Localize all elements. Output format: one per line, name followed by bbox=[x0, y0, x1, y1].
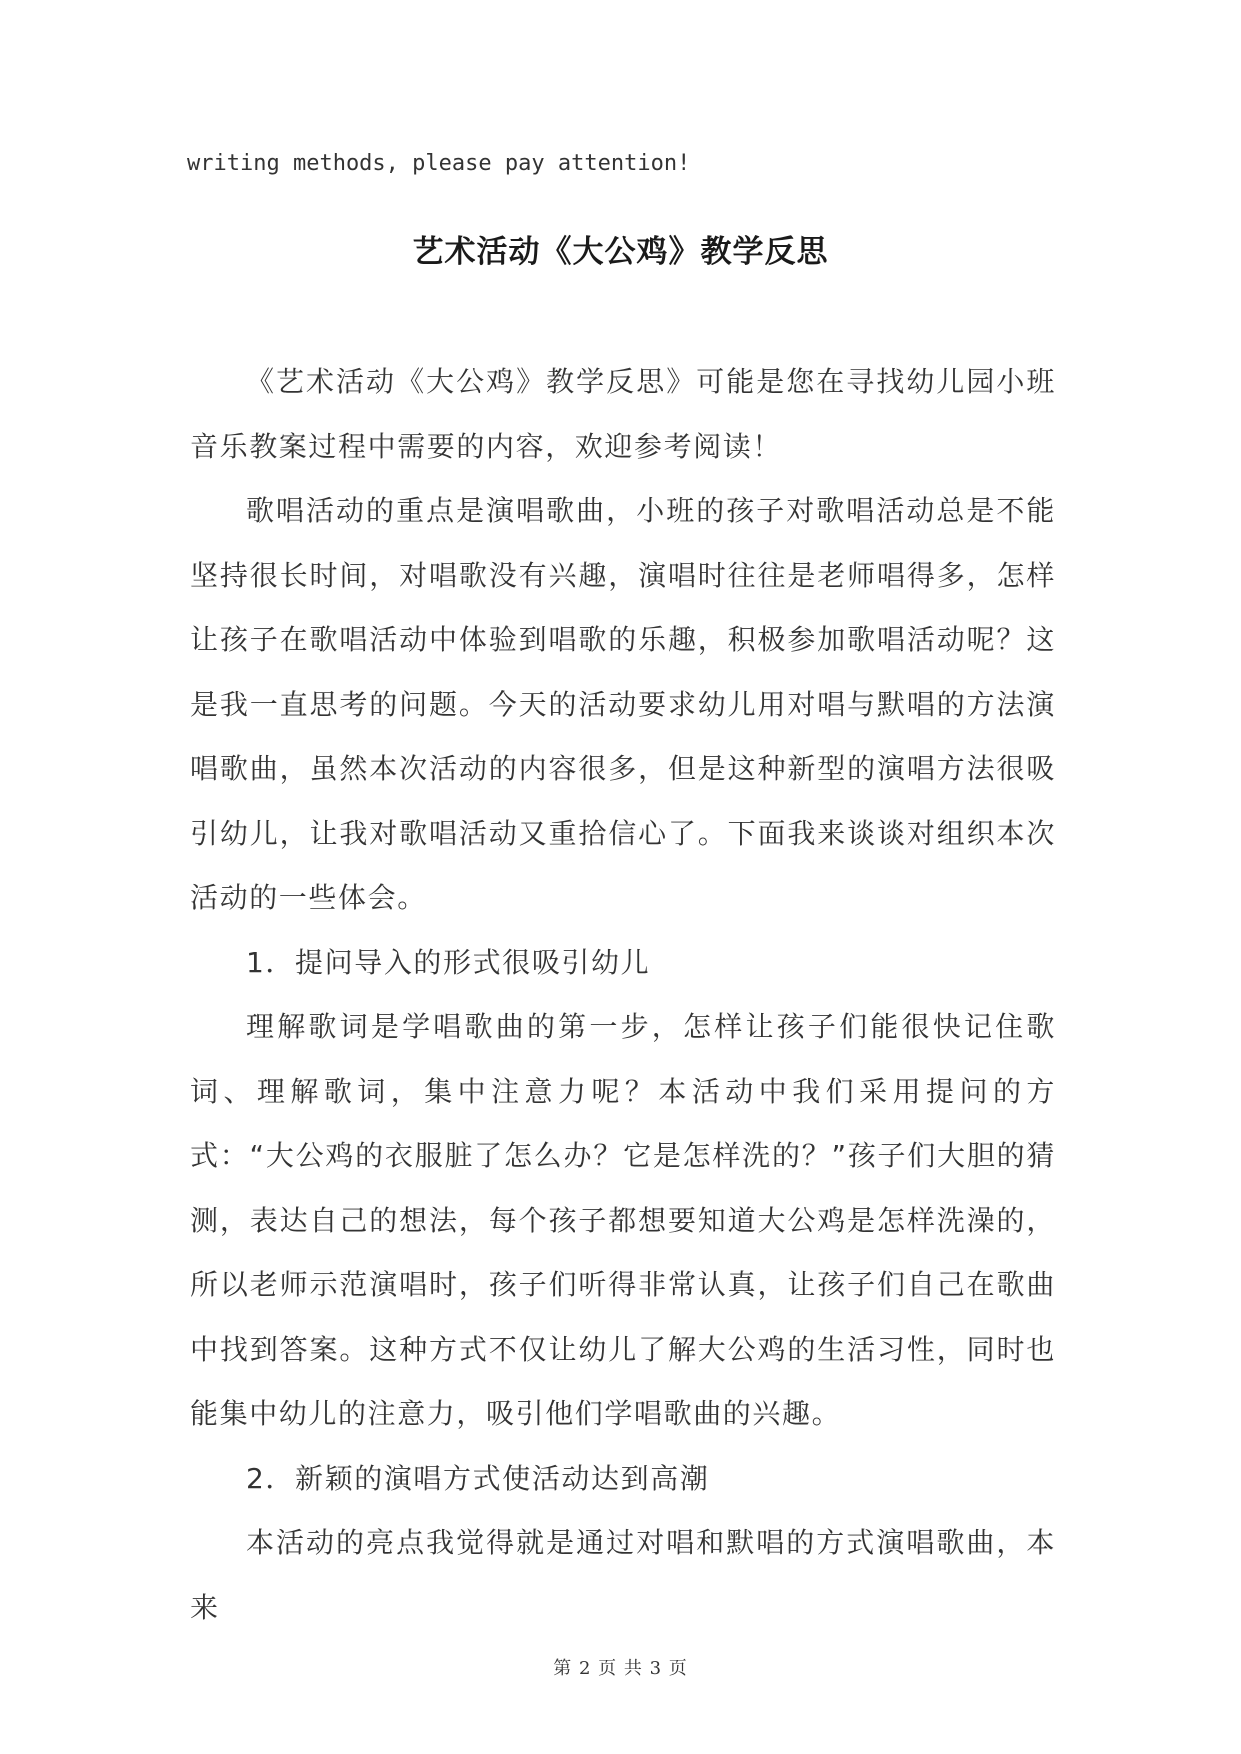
header-note: writing methods, please pay attention! bbox=[187, 151, 691, 176]
section-heading-1: 1．提问导入的形式很吸引幼儿 bbox=[246, 945, 651, 979]
paragraph-section-1: 理解歌词是学唱歌曲的第一步，怎样让孩子们能很快记住歌词、理解歌词，集中注意力呢？本活动中我们采用提问的方式：“大公鸡的衣服脏了怎么办？它是怎样洗的？”孩子们大胆的猜测，表达自己的想法，每个孩子都想要知道大公鸡是怎样洗澡的，所以老师示范演唱时，孩子们听得非常认真，让孩子们自己在歌曲中找到答案。这种方式不仅让幼儿了解大公鸡的生活习性，同时也能集中幼儿的注意力，吸引他们学唱歌曲的兴趣。 bbox=[190, 1010, 1056, 1430]
document-title: 艺术活动《大公鸡》教学反思 bbox=[412, 234, 829, 270]
document-body bbox=[190, 350, 1056, 1640]
paragraph-intro: 《艺术活动《大公鸡》教学反思》可能是您在寻找幼儿园小班音乐教案过程中需要的内容，欢迎参考阅读！ bbox=[190, 365, 1056, 463]
section-heading-2: 2．新颖的演唱方式使活动达到高潮 bbox=[246, 1461, 710, 1495]
paragraph-section-2: 本活动的亮点我觉得就是通过对唱和默唱的方式演唱歌曲，本来 bbox=[190, 1526, 1056, 1624]
paragraph-background: 歌唱活动的重点是演唱歌曲，小班的孩子对歌唱活动总是不能坚持很长时间，对唱歌没有兴趣，演唱时往往是老师唱得多，怎样让孩子在歌唱活动中体验到唱歌的乐趣，积极参加歌唱活动呢？这是我一直思考的问题。今天的活动要求幼儿用对唱与默唱的方法演唱歌曲，虽然本次活动的内容很多，但是这种新型的演唱方法很吸引幼儿，让我对歌唱活动又重拾信心了。下面我来谈谈对组织本次活动的一些体会。 bbox=[190, 494, 1056, 914]
page-number: 第 2 页 共 3 页 bbox=[553, 1658, 688, 1679]
